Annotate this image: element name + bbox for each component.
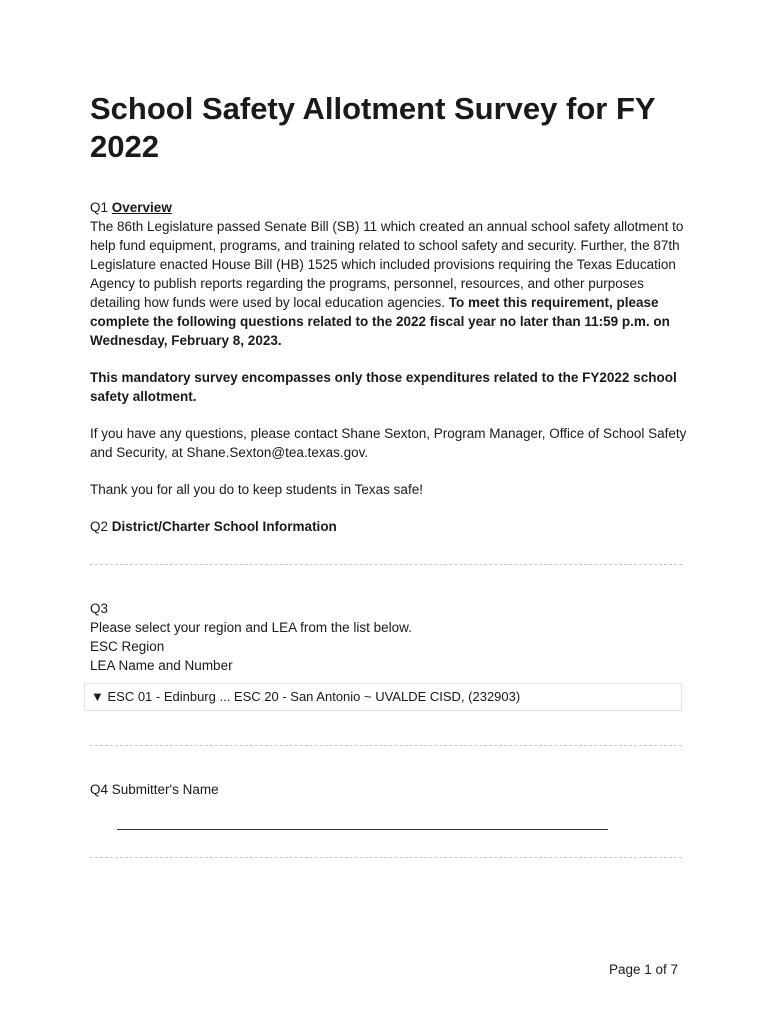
question-1 (90, 198, 690, 499)
lea-name-label: LEA Name and Number (90, 658, 233, 673)
contact-paragraph: If you have any questions, please contact Shane Sexton, Program Manager, Office of School Safety and Security, at Shane.Sexton@tea.texas.gov. (90, 426, 687, 460)
question-3 (90, 599, 690, 675)
overview-paragraph (90, 217, 690, 350)
overview-intro-text: The 86th Legislature passed Senate Bill (SB) 11 which created an annual school safety allotment to help fund equipment, programs, and training related to school safety and security. Further, the 87th Legislature enacted House Bill (HB) 1525 which included provisions requiring the Texas Education Agency to publish reports regarding the programs, personnel, resources, and other purposes detailing how funds were used by local education agencies. (90, 219, 684, 310)
submitter-name-field[interactable] (117, 829, 608, 830)
overview-deadline-text: To meet this requirement, please complete the following questions related to the 2022 fiscal year no later than 11:59 p.m. on Wednesday, February 8, 2023. (90, 295, 670, 348)
page-number: Page 1 of 7 (609, 962, 679, 977)
question-number: Q3 (90, 601, 109, 616)
overview-heading: Overview (111, 200, 172, 215)
section-divider (90, 564, 682, 565)
region-lea-dropdown[interactable]: ▼ ESC 01 - Edinburg ... ESC 20 - San Antonio ~ UVALDE CISD, (232903) (84, 683, 682, 711)
document-title: School Safety Allotment Survey for FY 2022 (90, 91, 656, 164)
question-number: Q4 (90, 782, 109, 797)
question-prompt: Please select your region and LEA from the list below. (90, 620, 412, 635)
thanks-paragraph: Thank you for all you do to keep students in Texas safe! (90, 482, 423, 497)
question-4 (90, 780, 219, 799)
mandatory-notice: This mandatory survey encompasses only those expenditures related to the FY2022 school safety allotment. (90, 370, 677, 404)
esc-region-label: ESC Region (90, 639, 165, 654)
question-number: Q1 (90, 200, 109, 215)
section-divider (90, 857, 682, 858)
question-number: Q2 (90, 519, 109, 534)
section-heading: District/Charter School Information (111, 519, 337, 534)
section-divider (90, 745, 682, 746)
submitter-name-label: Submitter's Name (111, 782, 219, 797)
question-2 (90, 517, 337, 536)
